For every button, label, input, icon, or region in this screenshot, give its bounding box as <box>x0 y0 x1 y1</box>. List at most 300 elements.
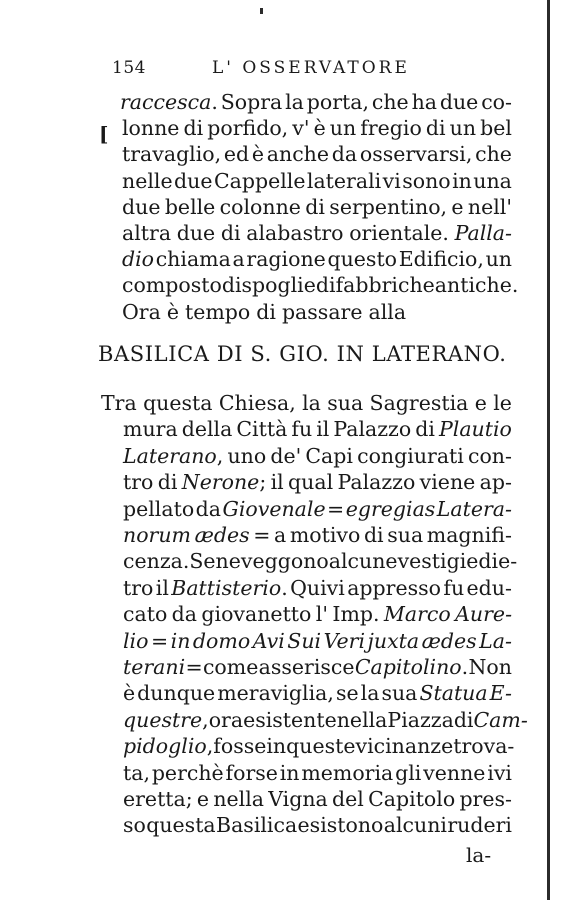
word <box>415 417 435 441</box>
word <box>221 90 283 114</box>
roman-text: ap- <box>479 470 512 495</box>
roman-text: di <box>183 116 204 141</box>
word <box>227 444 266 468</box>
word <box>357 444 464 468</box>
text-line <box>123 734 515 759</box>
roman-text: di <box>453 707 474 732</box>
top-edge-mark <box>260 8 263 14</box>
roman-text: laterali <box>306 168 382 193</box>
word <box>233 247 245 271</box>
roman-text: è <box>166 299 179 324</box>
text-line <box>122 273 519 298</box>
word <box>333 417 411 441</box>
word <box>196 497 221 521</box>
word <box>453 734 514 758</box>
roman-text: de' <box>270 443 302 468</box>
text-line-content <box>123 470 512 494</box>
roman-text: sono <box>402 168 451 193</box>
roman-text: spoglie <box>241 273 316 298</box>
running-title: L' OSSERVATORE <box>212 58 410 78</box>
roman-text: in <box>452 168 472 193</box>
word <box>203 655 258 679</box>
italic-text: domo <box>192 628 251 653</box>
text-line <box>123 576 512 600</box>
word <box>185 655 202 679</box>
word <box>327 497 344 521</box>
word <box>440 90 478 114</box>
roman-text: è <box>251 142 265 167</box>
word <box>184 116 204 140</box>
roman-text: in <box>279 760 300 785</box>
text-line-content <box>122 273 519 298</box>
word <box>122 195 160 219</box>
page-number: 154 <box>112 58 146 78</box>
roman-text: chiama <box>155 247 231 272</box>
roman-text: fu <box>291 417 313 442</box>
roman-text: della <box>181 417 233 442</box>
word <box>435 273 519 297</box>
text-line-content <box>122 221 512 245</box>
word <box>256 300 276 324</box>
roman-text: nella <box>336 707 388 732</box>
roman-text: vestigie <box>397 549 479 574</box>
word <box>152 761 224 785</box>
roman-text: nella <box>213 787 264 811</box>
word <box>337 708 388 732</box>
roman-text: questo <box>327 247 398 272</box>
roman-text: osservarsi, <box>359 142 473 167</box>
word <box>387 708 453 732</box>
roman-text: tro <box>123 470 154 495</box>
roman-text: due <box>176 221 216 245</box>
roman-text: di <box>221 273 242 298</box>
roman-text: v' <box>292 116 310 141</box>
roman-text: = <box>185 655 203 679</box>
roman-text: porta, <box>306 90 370 114</box>
roman-text: forse <box>225 760 278 785</box>
word <box>177 221 215 245</box>
text-line-content <box>122 247 512 271</box>
roman-text: . <box>461 655 469 679</box>
italic-text: = <box>327 496 345 521</box>
roman-text: viene <box>419 470 476 495</box>
roman-text: nelle <box>122 168 173 193</box>
word <box>123 417 178 441</box>
roman-text: ora <box>208 707 244 732</box>
italic-text: egregias <box>345 496 436 521</box>
roman-text: Sagrestia <box>369 391 469 415</box>
word <box>454 708 474 732</box>
word <box>291 417 312 441</box>
italic-text: Battisterio <box>171 575 282 600</box>
roman-text: Quivi <box>290 575 345 600</box>
word <box>201 602 311 626</box>
word <box>217 681 334 705</box>
text-line-content <box>123 734 515 759</box>
word <box>459 787 512 811</box>
word <box>224 142 249 166</box>
word <box>246 247 325 271</box>
word <box>123 549 189 573</box>
roman-text: il <box>316 417 330 442</box>
roman-text: che <box>475 142 512 167</box>
text-line-content <box>122 169 512 193</box>
roman-text: fabbriche <box>335 273 435 298</box>
word <box>290 523 361 547</box>
roman-text: un <box>485 247 512 272</box>
italic-text: norum <box>123 523 191 547</box>
word <box>122 247 154 271</box>
word <box>452 169 472 193</box>
word <box>332 787 364 811</box>
word <box>368 629 420 653</box>
roman-text: die- <box>478 549 518 574</box>
word <box>455 602 512 626</box>
word <box>480 470 512 494</box>
roman-text: da <box>195 496 221 521</box>
roman-text: nell' <box>467 194 512 219</box>
roman-text: congiurati <box>357 443 464 468</box>
roman-text: uno <box>227 443 267 468</box>
roman-text: memoria <box>301 760 394 785</box>
roman-text: di <box>157 470 178 495</box>
word <box>384 813 447 837</box>
roman-text: come <box>202 655 259 679</box>
roman-text: il <box>270 470 284 495</box>
roman-text: la <box>302 391 321 415</box>
roman-text: orientale. <box>349 221 449 245</box>
roman-text: esistono <box>297 813 384 838</box>
word <box>423 761 485 785</box>
text-line-content <box>123 655 512 679</box>
roman-text: eretta; <box>123 787 193 811</box>
word <box>480 116 512 140</box>
word <box>383 169 401 193</box>
roman-text: da <box>171 602 198 627</box>
word <box>253 523 270 547</box>
word <box>185 300 250 324</box>
italic-text: ædes <box>194 523 250 547</box>
word <box>481 90 512 114</box>
roman-text: magnifi- <box>426 523 512 547</box>
text-line-content <box>122 116 512 140</box>
roman-text: due <box>439 90 479 114</box>
word <box>329 195 447 219</box>
roman-text: . <box>281 575 288 600</box>
word <box>370 391 469 415</box>
roman-text: meraviglia, <box>217 681 334 706</box>
word <box>372 90 409 114</box>
roman-text: porfido, <box>207 116 289 141</box>
word <box>287 629 321 653</box>
roman-text: perchè <box>151 760 224 785</box>
word <box>292 116 309 140</box>
word <box>197 787 209 811</box>
text-line-content <box>122 142 512 166</box>
word <box>266 734 286 758</box>
roman-text: è <box>313 116 326 141</box>
roman-text: e <box>474 391 487 415</box>
word <box>384 602 451 626</box>
word <box>402 169 450 193</box>
italic-text: dio <box>122 247 155 272</box>
word <box>426 116 446 140</box>
catchword: la- <box>466 843 492 867</box>
text-line <box>123 470 512 494</box>
word <box>468 195 512 219</box>
word <box>222 273 242 297</box>
roman-text: del <box>332 787 364 811</box>
roman-text: Palazzo <box>333 417 412 442</box>
roman-text: Cappelle <box>213 168 306 193</box>
word <box>123 523 191 547</box>
roman-text: cato <box>123 602 168 627</box>
word <box>270 444 301 468</box>
roman-text: se <box>335 681 359 706</box>
roman-text: = <box>253 523 271 547</box>
word <box>156 247 231 271</box>
roman-text: Edificio, <box>398 247 484 272</box>
word <box>123 734 213 758</box>
word <box>122 116 179 140</box>
word <box>172 602 197 626</box>
roman-text: alabastro <box>246 221 344 245</box>
roman-text: bel <box>480 116 512 141</box>
text-line <box>123 602 512 626</box>
roman-text: queste <box>286 734 356 759</box>
roman-text: motivo <box>289 523 361 547</box>
roman-text: Se <box>189 549 216 574</box>
text-line-content <box>101 391 512 415</box>
word <box>122 273 222 297</box>
word <box>216 549 241 573</box>
word <box>479 629 512 653</box>
word <box>455 221 512 245</box>
roman-text: lonne <box>122 116 180 141</box>
word <box>143 391 212 415</box>
word <box>360 116 422 140</box>
roman-text: vi <box>382 168 401 193</box>
roman-text: , <box>216 443 224 468</box>
word <box>146 813 215 837</box>
roman-text: trova- <box>453 734 515 759</box>
roman-text: ta, <box>123 760 150 785</box>
roman-text: ruderi <box>447 813 512 838</box>
italic-text: Capitolino <box>354 655 462 679</box>
italic-text: Statua <box>419 681 488 706</box>
text-line <box>123 523 512 547</box>
text-line <box>122 195 512 219</box>
word <box>226 761 278 785</box>
word <box>474 708 528 732</box>
text-line <box>123 761 512 785</box>
roman-text: pres- <box>459 787 512 811</box>
roman-text: e <box>451 194 464 219</box>
roman-text: venne <box>423 760 486 785</box>
word <box>307 169 381 193</box>
roman-text: co- <box>481 90 512 114</box>
word <box>123 761 150 785</box>
word <box>123 444 223 468</box>
word <box>332 602 379 626</box>
page-edge-shadow <box>547 0 550 900</box>
roman-text: dunque <box>137 681 216 706</box>
word <box>361 681 380 705</box>
word <box>305 444 353 468</box>
word <box>123 497 194 521</box>
word <box>338 470 416 494</box>
word <box>156 576 169 600</box>
text-line-content <box>120 90 512 114</box>
word <box>347 576 441 600</box>
roman-text: Città <box>236 417 288 442</box>
word <box>486 247 512 271</box>
roman-text: Piazza <box>387 707 454 732</box>
word <box>475 142 512 166</box>
roman-text: alcune <box>328 549 398 574</box>
roman-text: tempo <box>184 299 251 324</box>
roman-text: vicinanze <box>355 734 454 759</box>
margin-bracket-mark: [ <box>99 122 109 146</box>
roman-text: sua <box>327 391 364 415</box>
word <box>122 142 221 166</box>
word <box>167 300 179 324</box>
word <box>332 142 357 166</box>
word <box>220 195 301 219</box>
roman-text: Palazzo <box>337 470 416 495</box>
roman-text: questa <box>146 813 216 838</box>
word <box>355 655 468 679</box>
word <box>349 221 449 245</box>
text-line-content <box>123 444 512 468</box>
text-line <box>123 417 512 441</box>
word <box>123 681 135 705</box>
word <box>327 391 363 415</box>
word <box>450 116 476 140</box>
roman-text: è <box>123 681 136 706</box>
italic-text: Plautio <box>438 417 512 442</box>
text-line <box>122 169 512 193</box>
italic-text: Palla- <box>454 221 512 245</box>
italic-text: Latera- <box>436 496 512 521</box>
word <box>158 470 178 494</box>
roman-text: Ora <box>122 299 161 324</box>
roman-text: di <box>315 273 336 298</box>
word <box>316 417 329 441</box>
word <box>122 300 161 324</box>
roman-text: di <box>305 194 325 219</box>
roman-text: Basilica <box>216 813 298 838</box>
italic-text: lio <box>123 628 149 653</box>
text-line-content <box>123 813 512 837</box>
word <box>122 169 173 193</box>
roman-text: Capitolo <box>368 787 456 811</box>
word <box>120 90 218 114</box>
text-line <box>123 655 512 679</box>
text-line <box>122 116 512 140</box>
word <box>222 497 325 521</box>
roman-text: due <box>174 168 213 193</box>
text-line <box>123 444 512 468</box>
roman-text: so <box>123 813 146 838</box>
word <box>487 761 512 785</box>
roman-text: appresso <box>347 575 441 600</box>
word <box>267 142 329 166</box>
roman-text: la <box>285 90 304 114</box>
text-line-content <box>123 629 512 653</box>
roman-text: Tra <box>101 391 137 415</box>
roman-text: e <box>196 787 210 811</box>
roman-text: . <box>211 90 218 114</box>
roman-text: asserisce <box>258 655 355 679</box>
roman-text: colonne <box>219 194 301 219</box>
roman-text: alcuni <box>383 813 447 838</box>
word <box>368 787 455 811</box>
word <box>422 629 477 653</box>
word <box>221 221 241 245</box>
word <box>288 470 333 494</box>
word <box>207 116 288 140</box>
roman-text: pellato <box>123 496 195 521</box>
text-line <box>101 391 512 415</box>
roman-text: mura <box>123 417 178 442</box>
roman-text: questa <box>143 391 213 415</box>
roman-text: a <box>232 247 245 272</box>
word <box>268 787 328 811</box>
word <box>398 549 479 573</box>
word <box>437 497 512 521</box>
word <box>346 497 436 521</box>
roman-text: ivi <box>487 760 512 785</box>
text-line <box>122 221 512 245</box>
page-header <box>112 58 442 84</box>
roman-text: la <box>360 681 380 706</box>
italic-text: raccesca <box>120 90 212 114</box>
roman-text: sua <box>387 523 424 547</box>
word <box>123 813 146 837</box>
italic-text: Nerone <box>181 470 260 495</box>
word <box>336 273 435 297</box>
italic-text: juxta <box>367 628 420 653</box>
roman-text: veggono <box>240 549 329 574</box>
roman-text: l' <box>315 602 328 627</box>
roman-text: esistente <box>243 707 337 732</box>
roman-text: con- <box>467 443 512 468</box>
roman-text: da <box>331 142 358 167</box>
word <box>419 681 487 705</box>
roman-text: di <box>425 116 446 141</box>
text-line <box>123 707 528 732</box>
roman-text: altra <box>122 221 172 245</box>
word <box>305 195 325 219</box>
word <box>420 470 476 494</box>
italic-text: pidoglio <box>123 734 207 759</box>
text-line-content <box>123 787 512 811</box>
italic-text: E- <box>489 681 512 706</box>
word <box>301 761 393 785</box>
word <box>316 273 336 297</box>
text-line <box>123 681 512 705</box>
text-line <box>123 549 518 574</box>
word <box>447 813 512 837</box>
text-line-content <box>123 576 512 600</box>
text-line <box>122 142 512 166</box>
text-line <box>123 497 512 521</box>
text-line-content <box>122 300 512 324</box>
text-line <box>122 300 512 324</box>
word <box>468 655 511 679</box>
roman-text: , <box>202 707 209 732</box>
